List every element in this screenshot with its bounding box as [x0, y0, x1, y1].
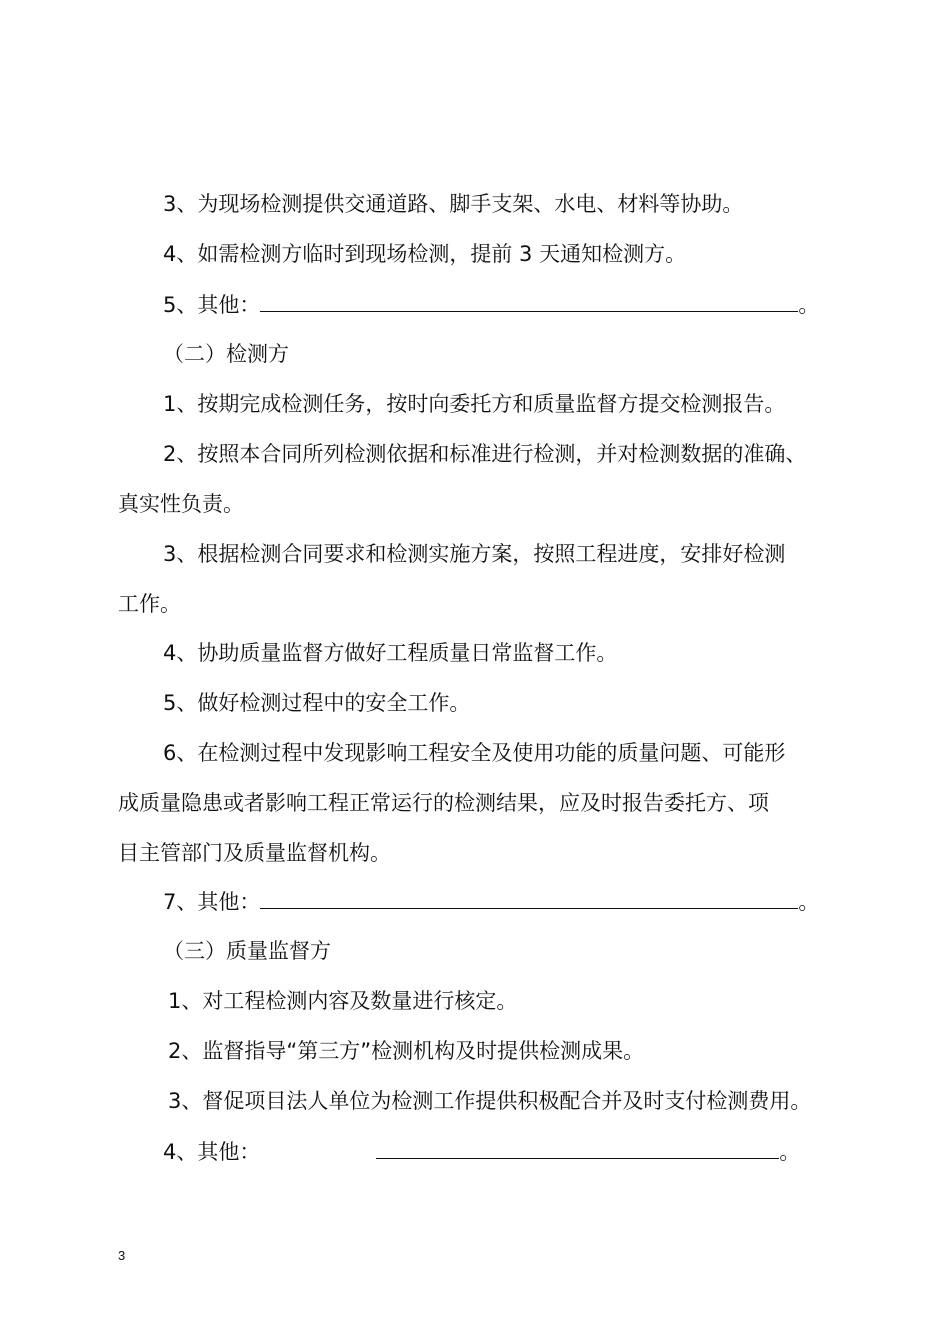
supervisor-item-4-end: 。 [779, 1140, 801, 1164]
tester-item-1: 1、按期完成检测任务，按时向委托方和质量监督方提交检测报告。 [163, 392, 786, 416]
client-item-5-end: 。 [798, 293, 820, 317]
client-item-3: 3、为现场检测提供交通道路、脚手支架、水电、材料等协助。 [163, 192, 744, 216]
supervisor-heading: （三）质量监督方 [163, 939, 331, 963]
tester-item-7-label: 7、其他： [163, 890, 261, 914]
tester-heading: （二）检测方 [163, 342, 289, 366]
supervisor-item-2: 2、监督指导“第三方”检测机构及时提供检测成果。 [168, 1039, 645, 1063]
tester-item-6-line-1: 6、在检测过程中发现影响工程安全及使用功能的质量问题、可能形 [163, 741, 786, 765]
supervisor-item-1: 1、对工程检测内容及数量进行核定。 [168, 989, 518, 1013]
client-item-5-blank [260, 289, 798, 312]
tester-item-3-line-2: 工作。 [118, 592, 181, 616]
supervisor-item-4 [163, 1136, 800, 1167]
tester-item-6-line-2: 成质量隐患或者影响工程正常运行的检测结果，应及时报告委托方、项 [118, 791, 769, 815]
tester-item-2-line-1: 2、按照本合同所列检测依据和标准进行检测，并对检测数据的准确、 [163, 442, 807, 466]
tester-item-2-line-2: 真实性负责。 [118, 492, 244, 516]
tester-item-6-line-3: 目主管部门及质量监督机构。 [118, 841, 391, 865]
tester-item-5: 5、做好检测过程中的安全工作。 [163, 691, 471, 715]
tester-item-7 [163, 886, 819, 917]
client-item-5-label: 5、其他： [163, 293, 261, 317]
client-item-5 [163, 289, 819, 320]
client-item-4: 4、如需检测方临时到现场检测，提前 3 天通知检测方。 [163, 242, 687, 266]
tester-item-3-line-1: 3、根据检测合同要求和检测实施方案，按照工程进度，安排好检测 [163, 542, 786, 566]
tester-item-7-blank [260, 886, 798, 909]
tester-item-7-end: 。 [798, 890, 820, 914]
supervisor-item-4-label: 4、其他： [163, 1140, 261, 1164]
page-number: 3 [118, 1248, 126, 1263]
supervisor-item-4-blank [376, 1136, 779, 1159]
supervisor-item-3: 3、督促项目法人单位为检测工作提供积极配合并及时支付检测费用。 [168, 1089, 812, 1113]
tester-item-4: 4、协助质量监督方做好工程质量日常监督工作。 [163, 641, 618, 665]
